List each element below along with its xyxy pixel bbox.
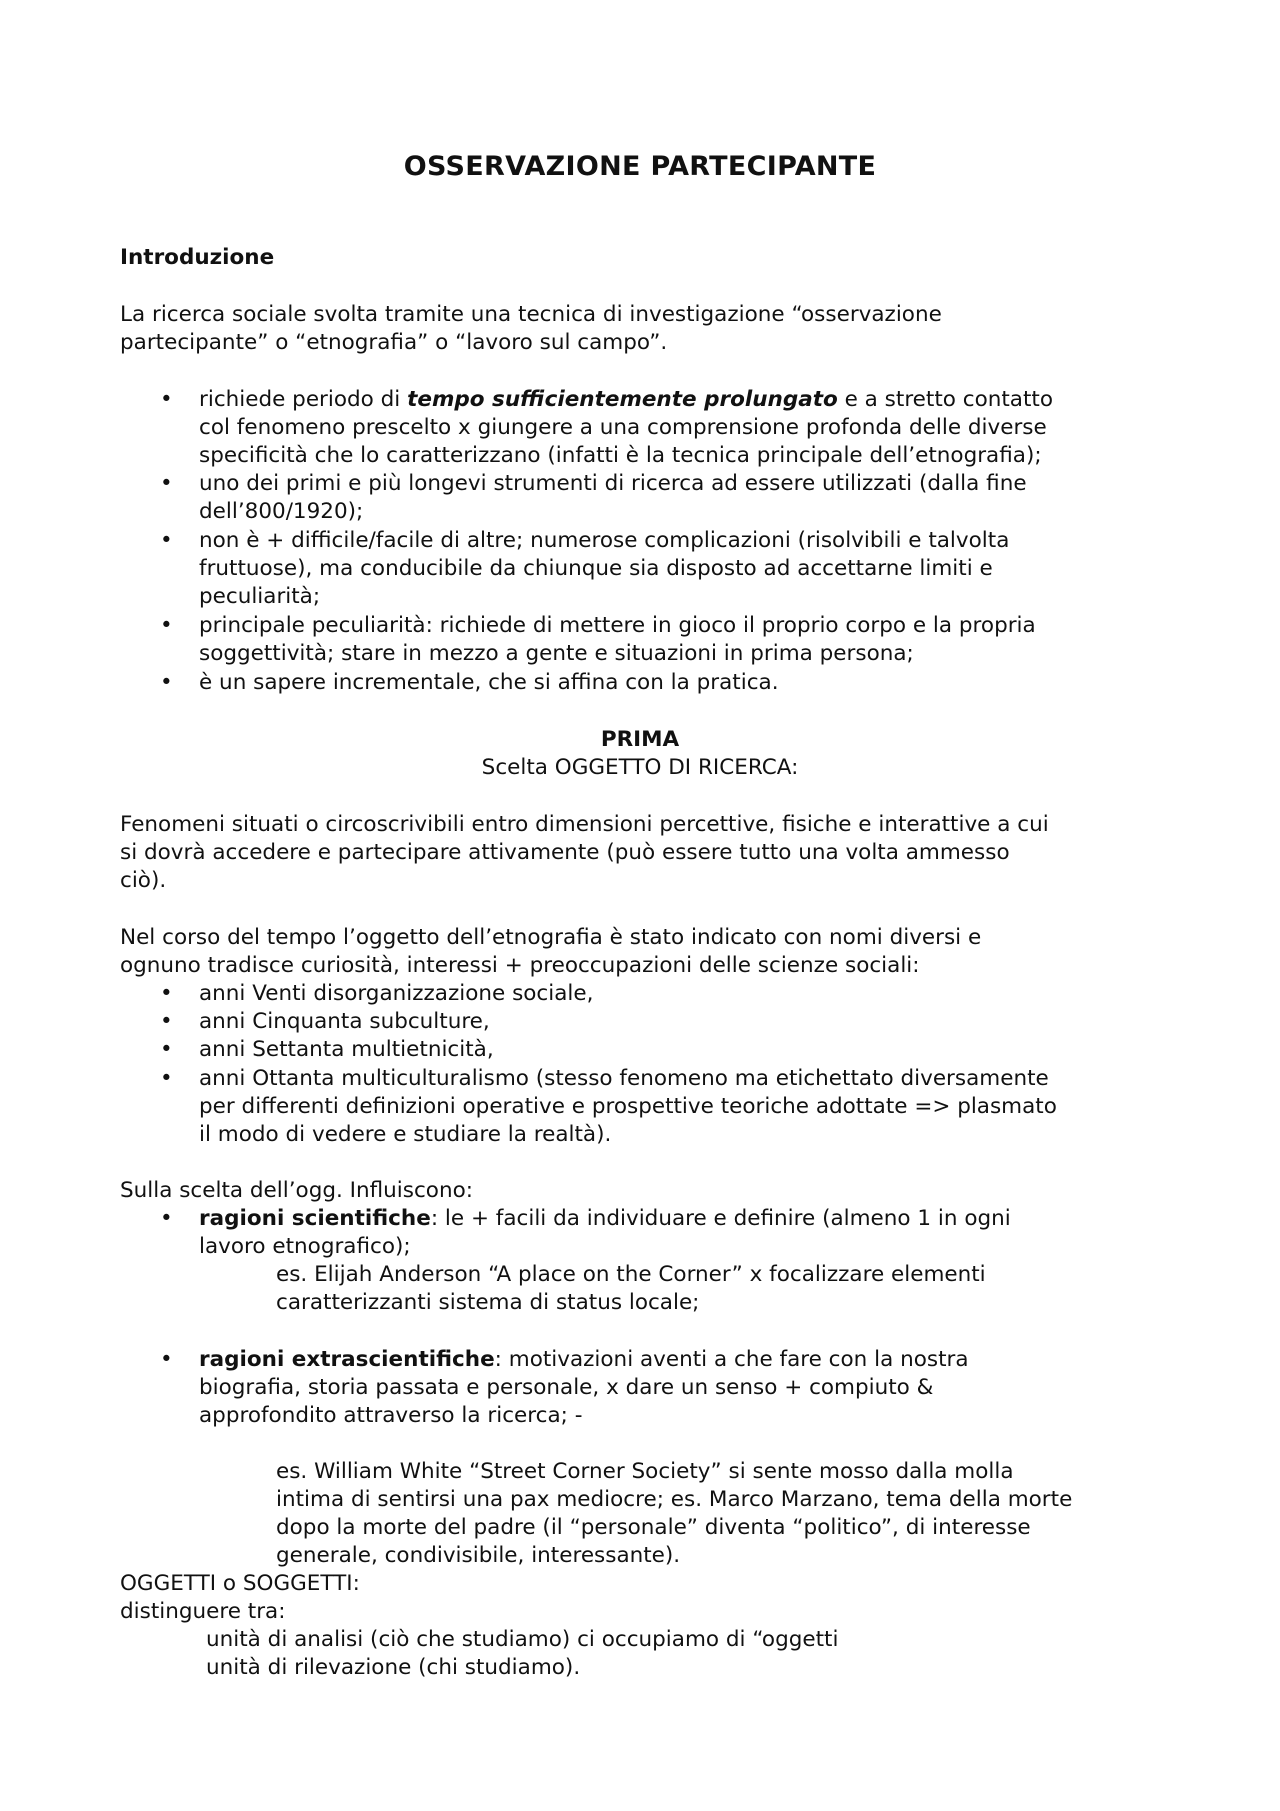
list-item-line: per differenti definizioni operative e prospettive teoriche adottate => plasmato (199, 1094, 1057, 1119)
intro-line-2: partecipante” o “etnografia” o “lavoro sul campo”. (120, 330, 668, 355)
example-line: es. William White “Street Corner Society” si sente mosso dalla molla (276, 1459, 1014, 1484)
bullet-icon: • (160, 1009, 173, 1034)
bullet-icon: • (160, 1066, 173, 1091)
list-item-line: soggettività; stare in mezzo a gente e situazioni in prima persona; (199, 641, 914, 666)
list-item-line: lavoro etnografico); (199, 1234, 411, 1259)
list-item-line: peculiarità; (199, 584, 321, 609)
example-line: caratterizzanti sistema di status locale; (276, 1290, 700, 1315)
paragraph-line: Sulla scelta dell’ogg. Influiscono: (120, 1178, 473, 1203)
emphasis-text: tempo sufficientemente prolungato (407, 387, 838, 412)
paragraph-line: ciò). (120, 868, 167, 893)
example-line: generale, condivisibile, interessante). (276, 1543, 681, 1568)
section-heading: PRIMA (600, 727, 680, 752)
list-item-line: col fenomeno prescelto x giungere a una comprensione profonda delle diverse (199, 415, 1047, 440)
intro-heading: Introduzione (120, 245, 275, 270)
list-item-line: approfondito attraverso la ricerca; - (199, 1403, 583, 1428)
bullet-icon: • (160, 528, 173, 553)
list-item-line: dell’800/1920); (199, 499, 364, 524)
bullet-icon: • (160, 1347, 173, 1372)
list-item: uno dei primi e più longevi strumenti di ricerca ad essere utilizzati (dalla fine (199, 471, 1027, 496)
example-line: es. Elijah Anderson “A place on the Corner” x focalizzare elementi (276, 1262, 986, 1287)
paragraph-line: Fenomeni situati o circoscrivibili entro dimensioni percettive, fisiche e interattive a cui (120, 812, 1049, 837)
list-item: anni Cinquanta subculture, (199, 1009, 490, 1034)
example-line: intima di sentirsi una pax mediocre; es. Marco Marzano, tema della morte (276, 1487, 1073, 1512)
paragraph-line: OGGETTI o SOGGETTI: (120, 1571, 360, 1596)
paragraph-line: si dovrà accedere e partecipare attivamente (può essere tutto una volta ammesso (120, 840, 1010, 865)
list-item-line: il modo di vedere e studiare la realtà). (199, 1122, 612, 1147)
bullet-icon: • (160, 471, 173, 496)
list-item: anni Ottanta multiculturalismo (stesso fenomeno ma etichettato diversamente (199, 1066, 1049, 1091)
paragraph-line: ognuno tradisce curiosità, interessi + preoccupazioni delle scienze sociali: (120, 953, 920, 978)
paragraph-line: Nel corso del tempo l’oggetto dell’etnografia è stato indicato con nomi diversi e (120, 925, 982, 950)
list-item: ragioni scientifiche: le + facili da individuare e definire (almeno 1 in ogni (199, 1206, 1011, 1231)
indented-line: unità di analisi (ciò che studiamo) ci occupiamo di “oggetti (206, 1627, 839, 1652)
bullet-icon: • (160, 670, 173, 695)
document-title: OSSERVAZIONE PARTECIPANTE (403, 151, 877, 182)
list-item: principale peculiarità: richiede di mettere in gioco il proprio corpo e la propria (199, 613, 1036, 638)
list-item: anni Venti disorganizzazione sociale, (199, 981, 594, 1006)
bullet-icon: • (160, 1037, 173, 1062)
list-item: ragioni extrascientifiche: motivazioni aventi a che fare con la nostra (199, 1347, 969, 1372)
list-item: anni Settanta multietnicità, (199, 1037, 494, 1062)
list-item: è un sapere incrementale, che si affina con la pratica. (199, 670, 779, 695)
bullet-icon: • (160, 387, 173, 412)
indented-line: unità di rilevazione (chi studiamo). (206, 1655, 581, 1680)
list-item: richiede periodo di tempo sufficientemente prolungato e a stretto contatto (199, 387, 1053, 412)
section-subheading: Scelta OGGETTO DI RICERCA: (481, 755, 799, 780)
list-item-line: biografia, storia passata e personale, x dare un senso + compiuto & (199, 1375, 934, 1400)
list-item-line: fruttuose), ma conducibile da chiunque sia disposto ad accettarne limiti e (199, 556, 993, 581)
bullet-icon: • (160, 613, 173, 638)
intro-line-1: La ricerca sociale svolta tramite una tecnica di investigazione “osservazione (120, 302, 942, 327)
paragraph-line: distinguere tra: (120, 1599, 286, 1624)
example-line: dopo la morte del padre (il “personale” diventa “politico”, di interesse (276, 1515, 1031, 1540)
bullet-icon: • (160, 1206, 173, 1231)
bullet-icon: • (160, 981, 173, 1006)
list-item: non è + difficile/facile di altre; numerose complicazioni (risolvibili e talvolta (199, 528, 1010, 553)
list-item-line: specificità che lo caratterizzano (infatti è la tecnica principale dell’etnografia); (199, 443, 1042, 468)
